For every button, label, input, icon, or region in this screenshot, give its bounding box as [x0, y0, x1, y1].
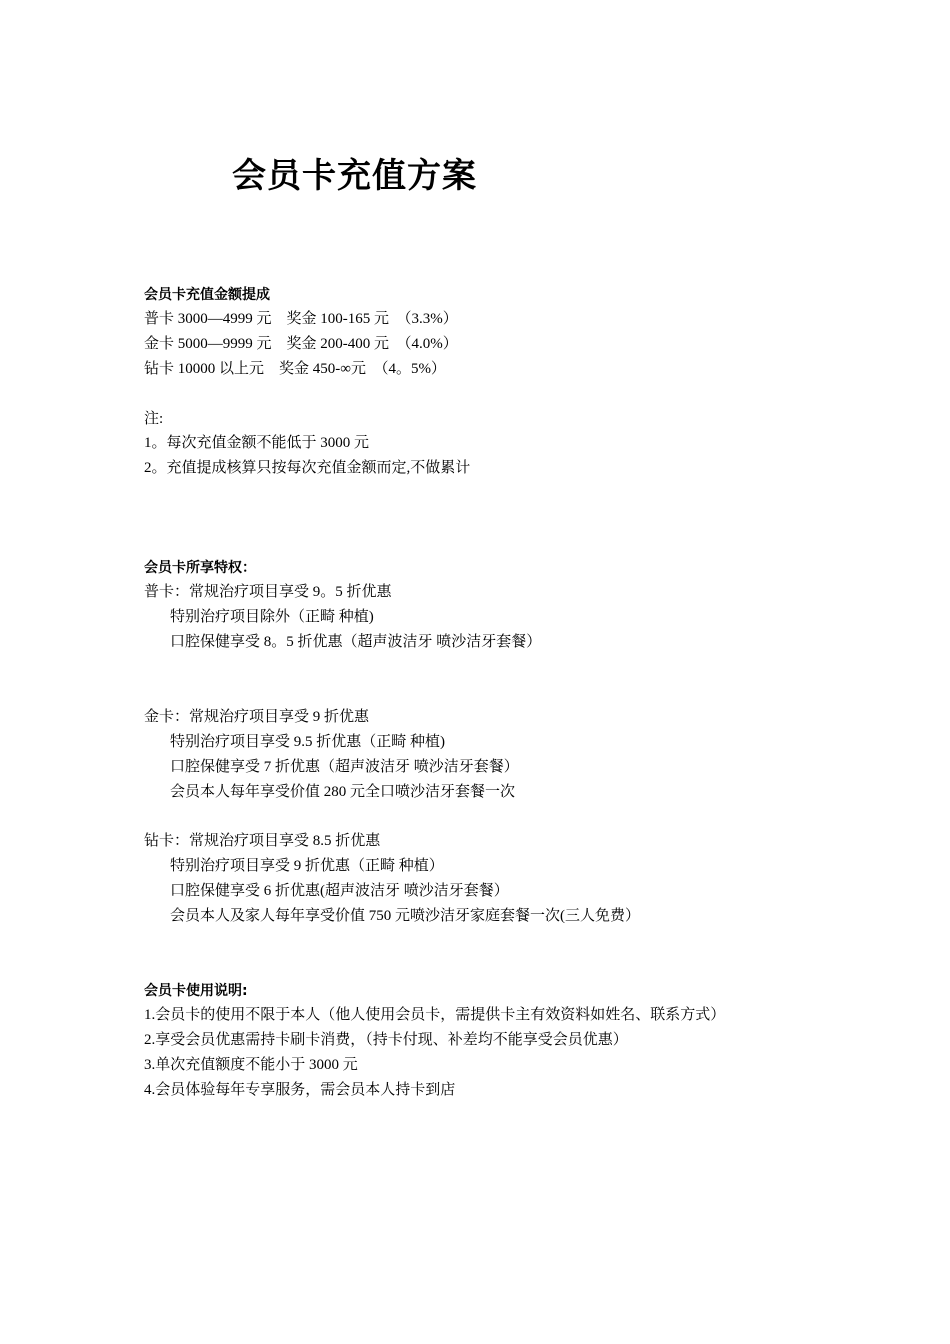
privilege-diamond-line-3: 口腔保健享受 6 折优惠(超声波洁牙 喷沙洁牙套餐）: [170, 883, 509, 899]
usage-line-1: 1.会员卡的使用不限于本人（他人使用会员卡，需提供卡主有效资料如姓名、联系方式）: [144, 1007, 726, 1023]
page-title: 会员卡充值方案: [232, 156, 477, 196]
commission-line-gold: 金卡 5000—9999 元 奖金 200-400 元 （4.0%）: [144, 336, 458, 352]
commission-line-diamond: 钻卡 10000 以上元 奖金 450-∞元 （4。5%）: [144, 361, 446, 377]
note-line-2: 2。充值提成核算只按每次充值金额而定,不做累计: [144, 460, 471, 476]
privilege-gold-line-1: 金卡：常规治疗项目享受 9 折优惠: [144, 709, 370, 725]
notes-label: 注:: [144, 411, 164, 427]
privilege-regular-line-1: 普卡：常规治疗项目享受 9。5 折优惠: [144, 584, 392, 600]
commission-heading: 会员卡充值金额提成: [144, 287, 270, 303]
usage-line-3: 3.单次充值额度不能小于 3000 元: [144, 1057, 358, 1073]
privilege-regular-line-2: 特别治疗项目除外（正畸 种植): [170, 609, 374, 625]
note-line-1: 1。每次充值金额不能低于 3000 元: [144, 435, 370, 451]
commission-line-regular: 普卡 3000—4999 元 奖金 100-165 元 （3.3%）: [144, 311, 458, 327]
usage-heading: 会员卡使用说明:: [144, 983, 248, 999]
usage-line-2: 2.享受会员优惠需持卡刷卡消费，（持卡付现、补差均不能享受会员优惠）: [144, 1032, 628, 1048]
privileges-heading: 会员卡所享特权：: [144, 560, 256, 576]
privilege-regular-line-3: 口腔保健享受 8。5 折优惠（超声波洁牙 喷沙洁牙套餐）: [170, 634, 542, 650]
privilege-gold-line-2: 特别治疗项目享受 9.5 折优惠（正畸 种植): [170, 734, 445, 750]
privilege-gold-line-3: 口腔保健享受 7 折优惠（超声波洁牙 喷沙洁牙套餐）: [170, 759, 519, 775]
privilege-diamond-line-1: 钻卡：常规治疗项目享受 8.5 折优惠: [144, 833, 381, 849]
usage-line-4: 4.会员体验每年专享服务，需会员本人持卡到店: [144, 1082, 456, 1098]
privilege-gold-line-4: 会员本人每年享受价值 280 元全口喷沙洁牙套餐一次: [170, 784, 516, 800]
privilege-diamond-line-4: 会员本人及家人每年享受价值 750 元喷沙洁牙家庭套餐一次(三人免费）: [170, 908, 640, 924]
privilege-diamond-line-2: 特别治疗项目享受 9 折优惠（正畸 种植）: [170, 858, 444, 874]
